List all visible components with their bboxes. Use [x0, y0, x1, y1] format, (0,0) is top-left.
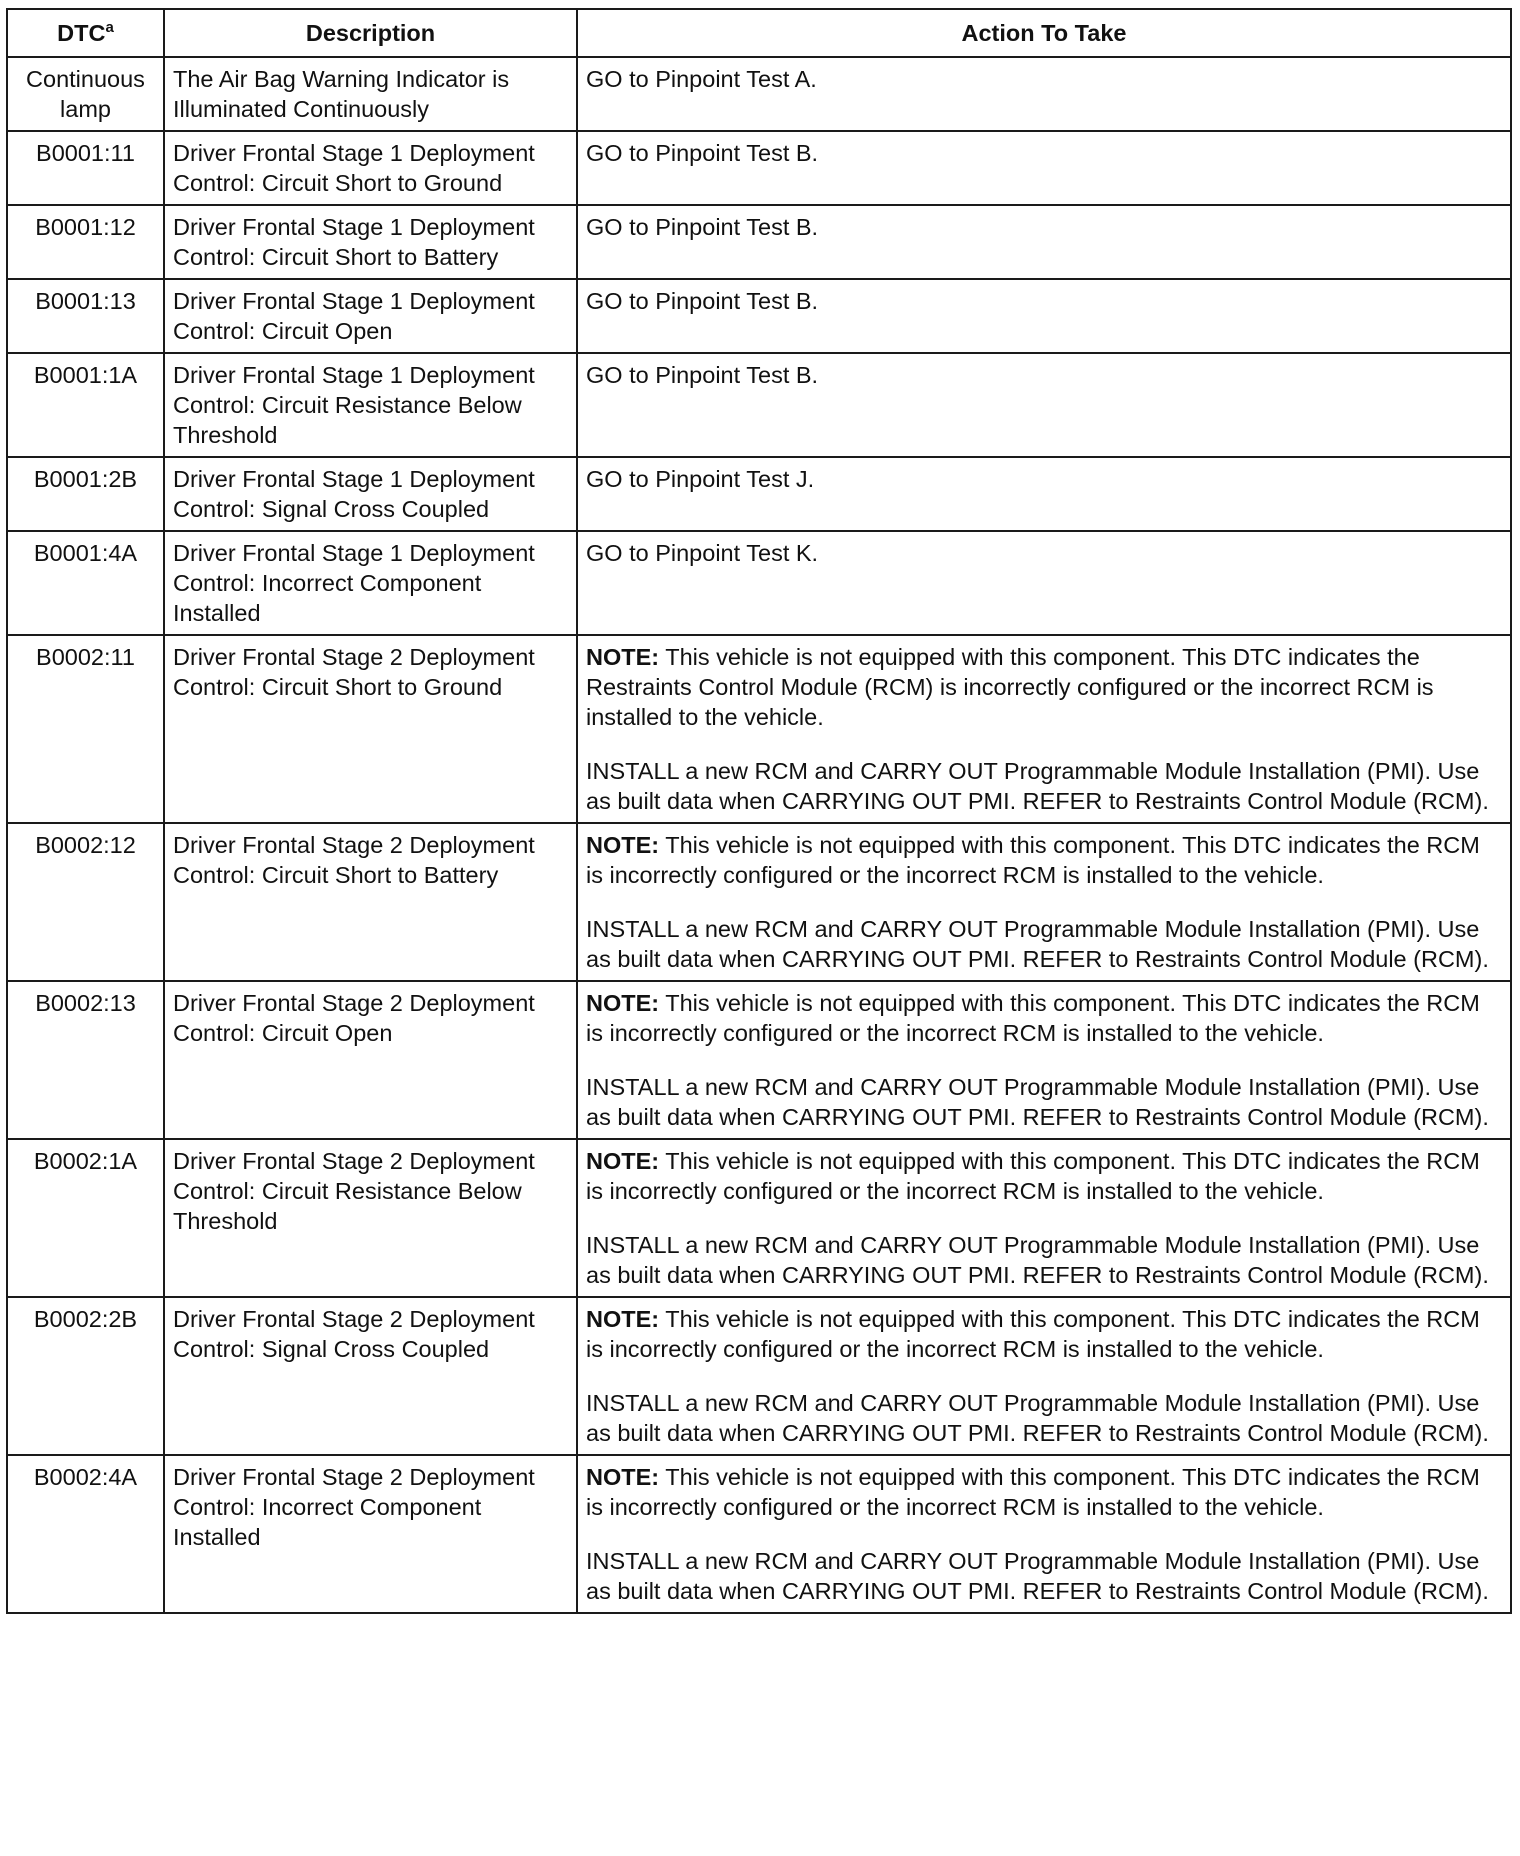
dtc-action: GO to Pinpoint Test B. — [577, 279, 1511, 353]
table-row — [7, 981, 1511, 1139]
header-dtc-footnote: a — [105, 19, 114, 37]
dtc-action — [577, 1455, 1511, 1613]
header-dtc-label: DTC — [57, 20, 106, 46]
dtc-description: Driver Frontal Stage 1 Deployment Control: Circuit Resistance Below Threshold — [164, 353, 577, 457]
table-row — [7, 1455, 1511, 1613]
table-row — [7, 823, 1511, 981]
note-text: This vehicle is not equipped with this component. This DTC indicates the RCM is incorrectly configured or the incorrect RCM is installed to the vehicle. — [586, 832, 1480, 888]
dtc-action: GO to Pinpoint Test B. — [577, 131, 1511, 205]
table-row — [7, 279, 1511, 353]
note-paragraph — [586, 1304, 1502, 1364]
table-row — [7, 635, 1511, 823]
action-paragraph: INSTALL a new RCM and CARRY OUT Programmable Module Installation (PMI). Use as built data when CARRYING OUT PMI. REFER to Restraints Control Module (RCM). — [586, 1390, 1489, 1446]
note-paragraph — [586, 988, 1502, 1048]
note-label: NOTE: — [586, 1306, 660, 1332]
dtc-code: B0001:11 — [7, 131, 164, 205]
note-paragraph — [586, 1146, 1502, 1206]
dtc-action: GO to Pinpoint Test J. — [577, 457, 1511, 531]
dtc-code: B0001:13 — [7, 279, 164, 353]
note-label: NOTE: — [586, 832, 660, 858]
note-text: This vehicle is not equipped with this component. This DTC indicates the RCM is incorrectly configured or the incorrect RCM is installed to the vehicle. — [586, 1148, 1480, 1204]
note-label: NOTE: — [586, 1148, 660, 1174]
dtc-action — [577, 981, 1511, 1139]
dtc-code: B0001:1A — [7, 353, 164, 457]
dtc-description: The Air Bag Warning Indicator is Illuminated Continuously — [164, 57, 577, 131]
dtc-action — [577, 823, 1511, 981]
dtc-code: B0002:13 — [7, 981, 164, 1139]
dtc-code: B0001:12 — [7, 205, 164, 279]
dtc-action: GO to Pinpoint Test A. — [577, 57, 1511, 131]
dtc-code: B0002:11 — [7, 635, 164, 823]
table-header-row — [7, 9, 1511, 57]
dtc-code: B0001:2B — [7, 457, 164, 531]
table-row — [7, 131, 1511, 205]
note-text: This vehicle is not equipped with this component. This DTC indicates the RCM is incorrectly configured or the incorrect RCM is installed to the vehicle. — [586, 1306, 1480, 1362]
dtc-code: Continuous lamp — [7, 57, 164, 131]
table-row — [7, 57, 1511, 131]
note-label: NOTE: — [586, 1464, 660, 1490]
dtc-table — [6, 8, 1512, 1614]
table-row — [7, 1297, 1511, 1455]
dtc-action — [577, 635, 1511, 823]
note-label: NOTE: — [586, 990, 660, 1016]
dtc-code: B0002:12 — [7, 823, 164, 981]
note-text: This vehicle is not equipped with this component. This DTC indicates the RCM is incorrectly configured or the incorrect RCM is installed to the vehicle. — [586, 1464, 1480, 1520]
note-paragraph — [586, 642, 1502, 732]
note-paragraph — [586, 1462, 1502, 1522]
note-text: This vehicle is not equipped with this component. This DTC indicates the Restraints Control Module (RCM) is incorrectly configured or the incorrect RCM is installed to the vehicle. — [586, 644, 1434, 730]
action-paragraph: INSTALL a new RCM and CARRY OUT Programmable Module Installation (PMI). Use as built data when CARRYING OUT PMI. REFER to Restraints Control Module (RCM). — [586, 1548, 1489, 1604]
action-paragraph: INSTALL a new RCM and CARRY OUT Programmable Module Installation (PMI). Use as built data when CARRYING OUT PMI. REFER to Restraints Control Module (RCM). — [586, 758, 1489, 814]
note-text: This vehicle is not equipped with this component. This DTC indicates the RCM is incorrectly configured or the incorrect RCM is installed to the vehicle. — [586, 990, 1480, 1046]
action-paragraph: INSTALL a new RCM and CARRY OUT Programmable Module Installation (PMI). Use as built data when CARRYING OUT PMI. REFER to Restraints Control Module (RCM). — [586, 1074, 1489, 1130]
dtc-description: Driver Frontal Stage 2 Deployment Control: Incorrect Component Installed — [164, 1455, 577, 1613]
table-row — [7, 353, 1511, 457]
dtc-description: Driver Frontal Stage 2 Deployment Control: Circuit Short to Battery — [164, 823, 577, 981]
table-row — [7, 1139, 1511, 1297]
dtc-code: B0002:1A — [7, 1139, 164, 1297]
dtc-action: GO to Pinpoint Test B. — [577, 205, 1511, 279]
dtc-description: Driver Frontal Stage 2 Deployment Control: Circuit Open — [164, 981, 577, 1139]
header-dtc — [7, 9, 164, 57]
dtc-description: Driver Frontal Stage 1 Deployment Control: Circuit Short to Battery — [164, 205, 577, 279]
dtc-description: Driver Frontal Stage 2 Deployment Control: Signal Cross Coupled — [164, 1297, 577, 1455]
dtc-action: GO to Pinpoint Test K. — [577, 531, 1511, 635]
table-row — [7, 531, 1511, 635]
action-paragraph: INSTALL a new RCM and CARRY OUT Programmable Module Installation (PMI). Use as built data when CARRYING OUT PMI. REFER to Restraints Control Module (RCM). — [586, 1232, 1489, 1288]
dtc-description: Driver Frontal Stage 1 Deployment Control: Incorrect Component Installed — [164, 531, 577, 635]
note-paragraph — [586, 830, 1502, 890]
table-row — [7, 205, 1511, 279]
dtc-action — [577, 1139, 1511, 1297]
dtc-action — [577, 1297, 1511, 1455]
header-action: Action To Take — [577, 9, 1511, 57]
dtc-description: Driver Frontal Stage 1 Deployment Control: Circuit Open — [164, 279, 577, 353]
dtc-code: B0002:2B — [7, 1297, 164, 1455]
dtc-code: B0001:4A — [7, 531, 164, 635]
table-row — [7, 457, 1511, 531]
dtc-code: B0002:4A — [7, 1455, 164, 1613]
dtc-action: GO to Pinpoint Test B. — [577, 353, 1511, 457]
dtc-description: Driver Frontal Stage 1 Deployment Control: Circuit Short to Ground — [164, 131, 577, 205]
dtc-description: Driver Frontal Stage 1 Deployment Control: Signal Cross Coupled — [164, 457, 577, 531]
dtc-description: Driver Frontal Stage 2 Deployment Control: Circuit Short to Ground — [164, 635, 577, 823]
note-label: NOTE: — [586, 644, 660, 670]
header-description: Description — [164, 9, 577, 57]
action-paragraph: INSTALL a new RCM and CARRY OUT Programmable Module Installation (PMI). Use as built data when CARRYING OUT PMI. REFER to Restraints Control Module (RCM). — [586, 916, 1489, 972]
dtc-description: Driver Frontal Stage 2 Deployment Control: Circuit Resistance Below Threshold — [164, 1139, 577, 1297]
